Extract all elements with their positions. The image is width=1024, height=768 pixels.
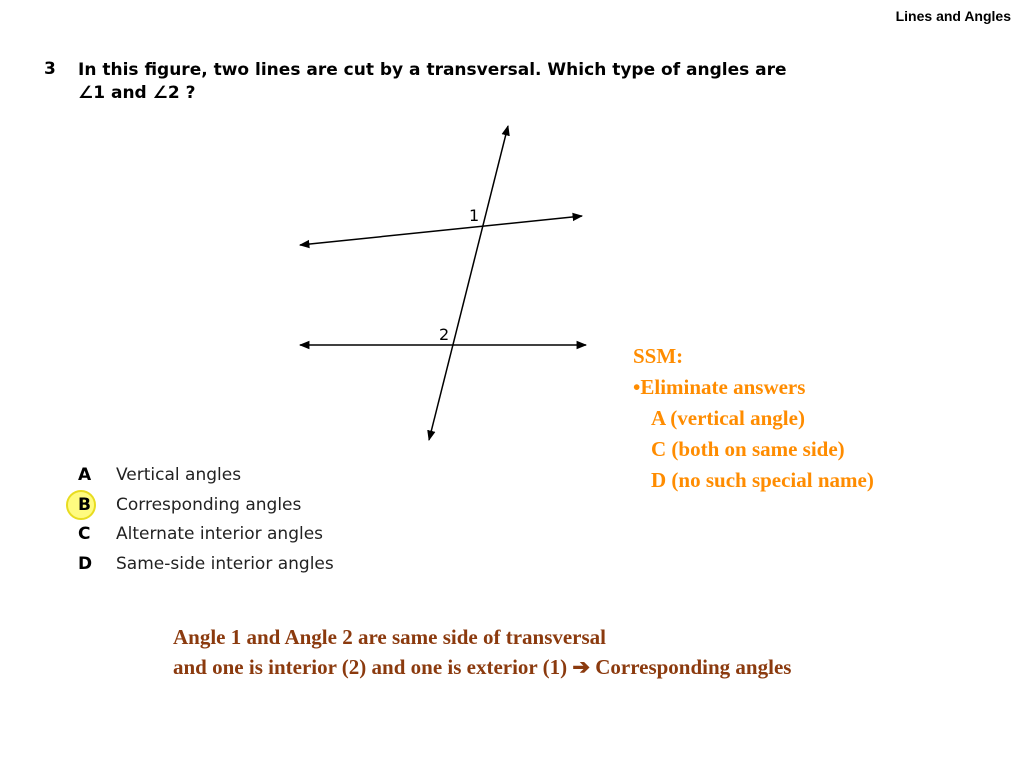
explanation-line-2: and one is interior (2) and one is exterior (1) ➔ Corresponding angles: [173, 655, 792, 679]
choice-text: Same-side interior angles: [116, 554, 334, 574]
question-number: 3: [44, 59, 56, 79]
ssm-heading: SSM:: [633, 344, 684, 368]
choice-text: Corresponding angles: [116, 495, 302, 515]
choice-letter: B: [78, 493, 116, 517]
ssm-item: D (no such special name): [651, 468, 874, 492]
ssm-note: [633, 341, 874, 496]
ssm-item: A (vertical angle): [651, 406, 805, 430]
slide-title: Lines and Angles: [895, 8, 1011, 24]
explanation: [173, 622, 791, 682]
ssm-bullet: •Eliminate answers: [633, 375, 806, 399]
ssm-item: C (both on same side): [651, 437, 845, 461]
choice-c[interactable]: [78, 522, 323, 546]
choice-letter: D: [78, 554, 93, 574]
choice-letter: A: [78, 465, 92, 485]
choice-text: Alternate interior angles: [116, 524, 324, 544]
choice-letter: C: [78, 524, 91, 544]
explanation-line-1: Angle 1 and Angle 2 are same side of transversal: [173, 625, 607, 649]
angle-1-label: 1: [469, 206, 480, 225]
choice-d[interactable]: [78, 552, 334, 576]
transversal-line: [429, 126, 508, 440]
upper-line: [300, 216, 582, 245]
choice-text: Vertical angles: [116, 465, 242, 485]
choice-b[interactable]: [78, 493, 301, 517]
question-line-1: In this figure, two lines are cut by a transversal. Which type of angles are: [78, 60, 787, 80]
question-line-2: ∠1 and ∠2 ?: [78, 83, 196, 103]
angle-2-label: 2: [439, 325, 450, 344]
choice-a[interactable]: [78, 463, 241, 487]
